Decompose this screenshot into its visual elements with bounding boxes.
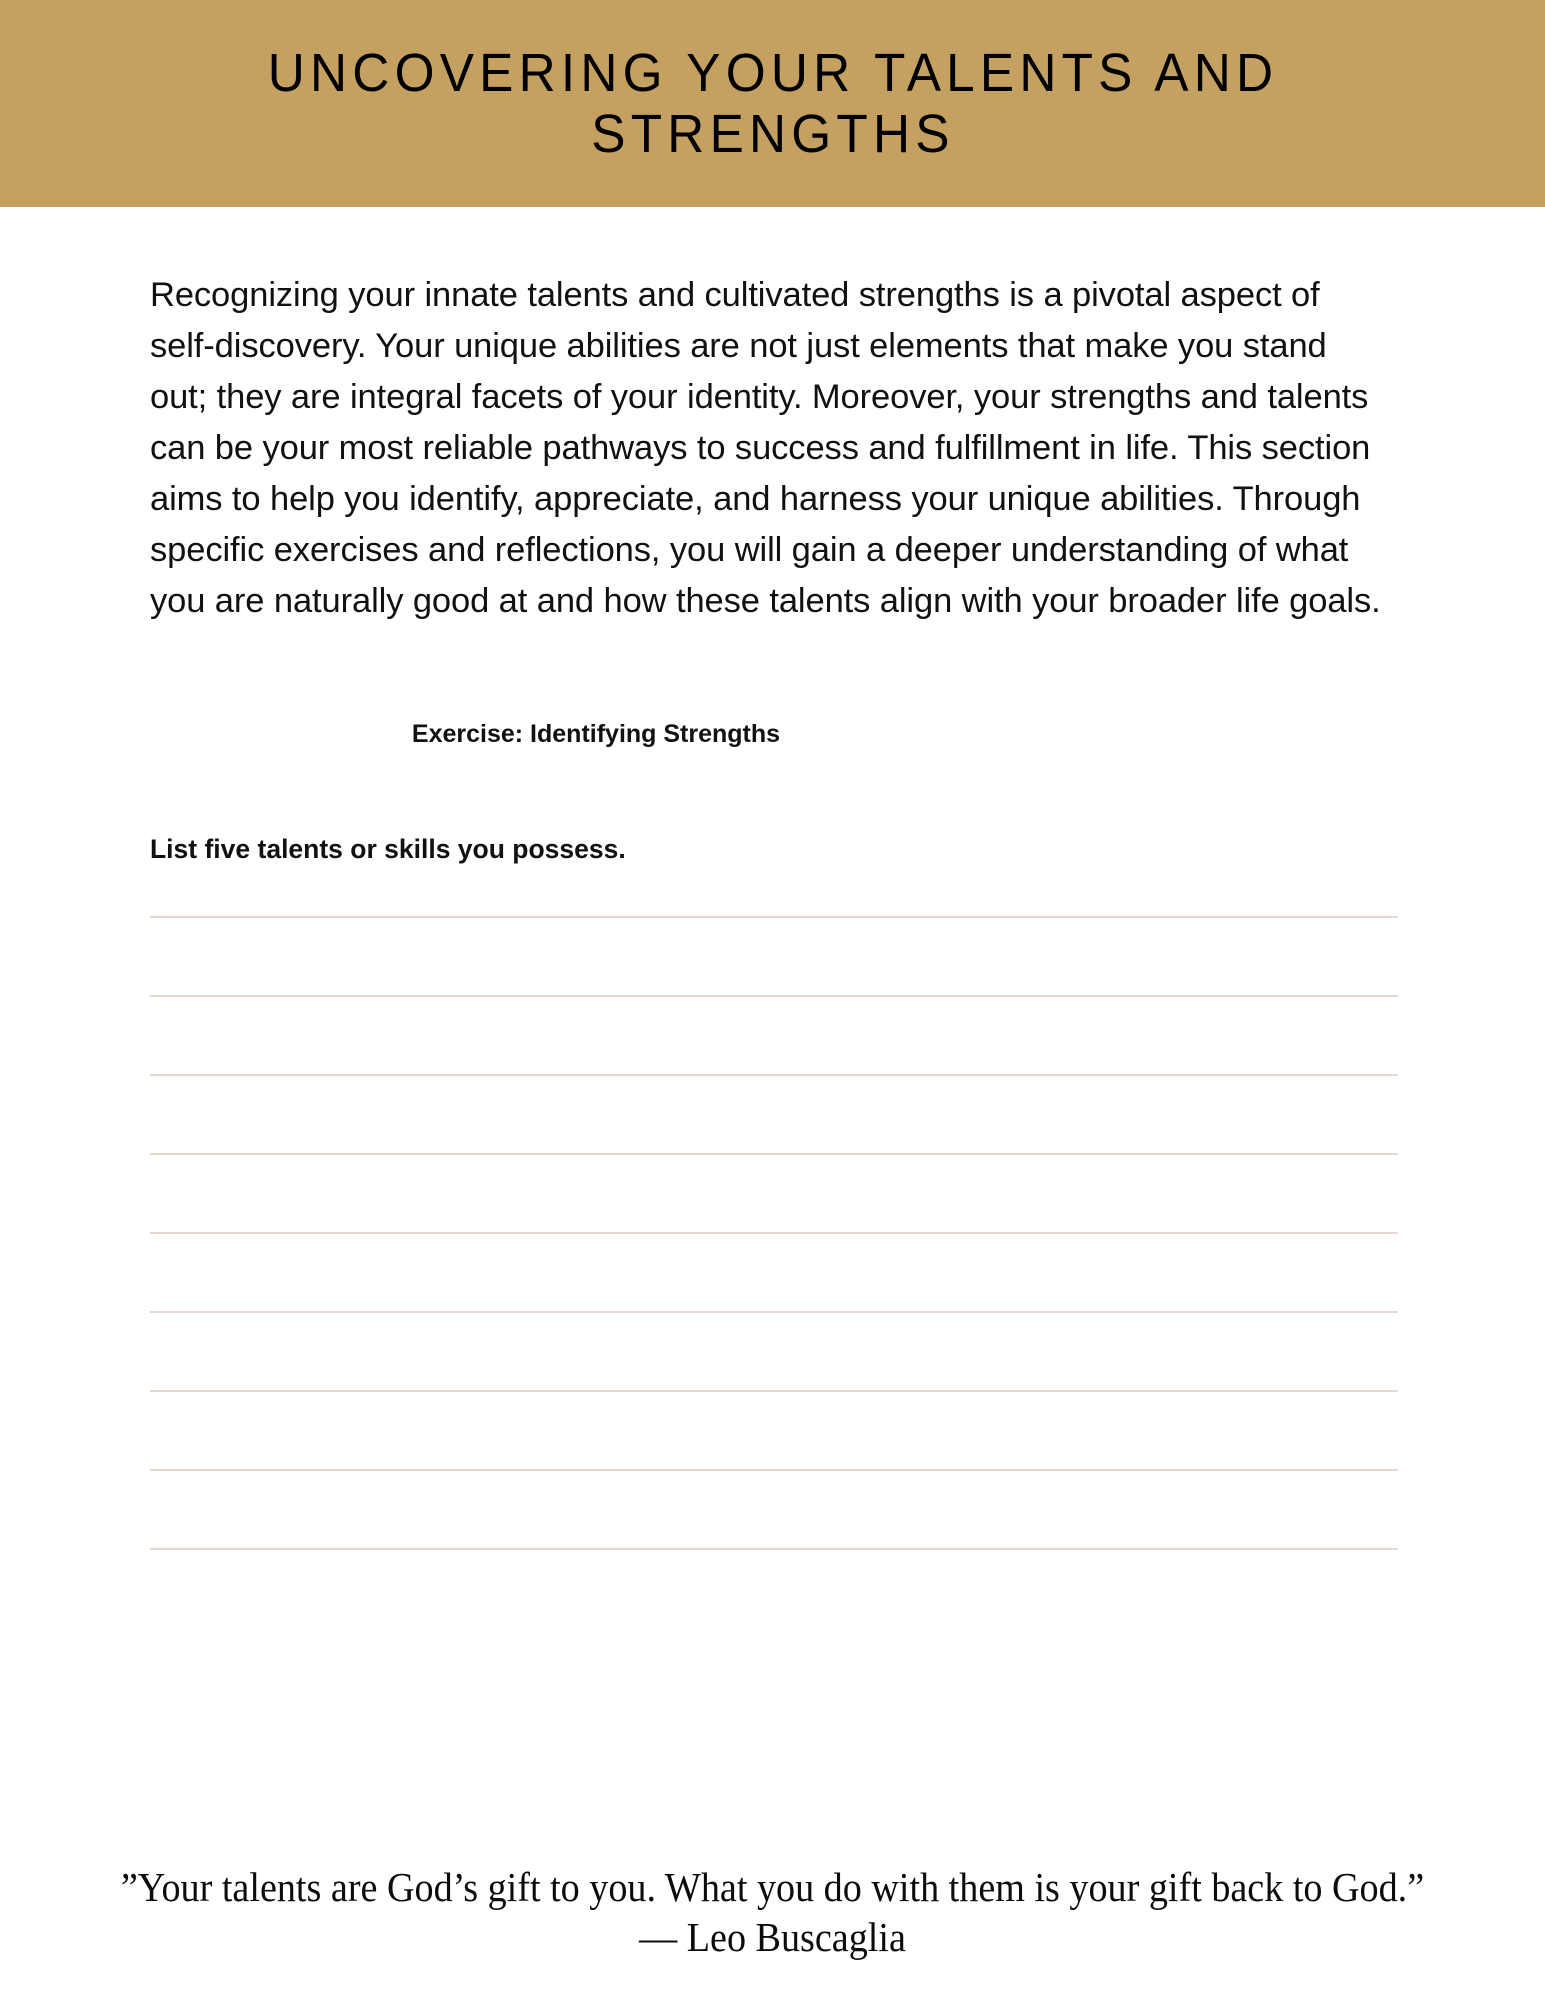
exercise-title: Exercise: Identifying Strengths xyxy=(411,720,781,748)
footer-quote: ”Your talents are God’s gift to you. What you do with them is your gift back to God.” — Leo Buscaglia xyxy=(120,1864,1425,1960)
page-title: UNCOVERING YOUR TALENTS AND STRENGTHS xyxy=(267,43,1278,164)
intro-paragraph: Recognizing your innate talents and cultivated strengths is a pivotal aspect of self-discovery. Your unique abilities are not just elements that make you stand out; they are integral facets of your identity. Moreover, your strengths and talents can be your most reliable pathways to success and fulfillment in life. This section aims to help you identify, appreciate, and harness your unique abilities. Through specific exercises and reflections, you will gain a deeper understanding of what you are naturally good at and how these talents align with your broader life goals. xyxy=(150,276,1381,620)
answer-line[interactable] xyxy=(150,995,1398,997)
answer-line[interactable] xyxy=(150,1390,1398,1392)
answer-lines-area xyxy=(150,865,1395,1550)
answer-line[interactable] xyxy=(150,1074,1398,1076)
answer-line[interactable] xyxy=(150,916,1398,918)
page-header-band xyxy=(0,0,1545,207)
exercise-prompt: List five talents or skills you possess. xyxy=(150,834,626,864)
answer-line[interactable] xyxy=(150,1469,1398,1471)
page-body xyxy=(0,207,1545,1550)
answer-line[interactable] xyxy=(150,1232,1398,1234)
answer-line[interactable] xyxy=(150,1548,1398,1550)
answer-line[interactable] xyxy=(150,1311,1398,1313)
answer-line[interactable] xyxy=(150,1153,1398,1155)
